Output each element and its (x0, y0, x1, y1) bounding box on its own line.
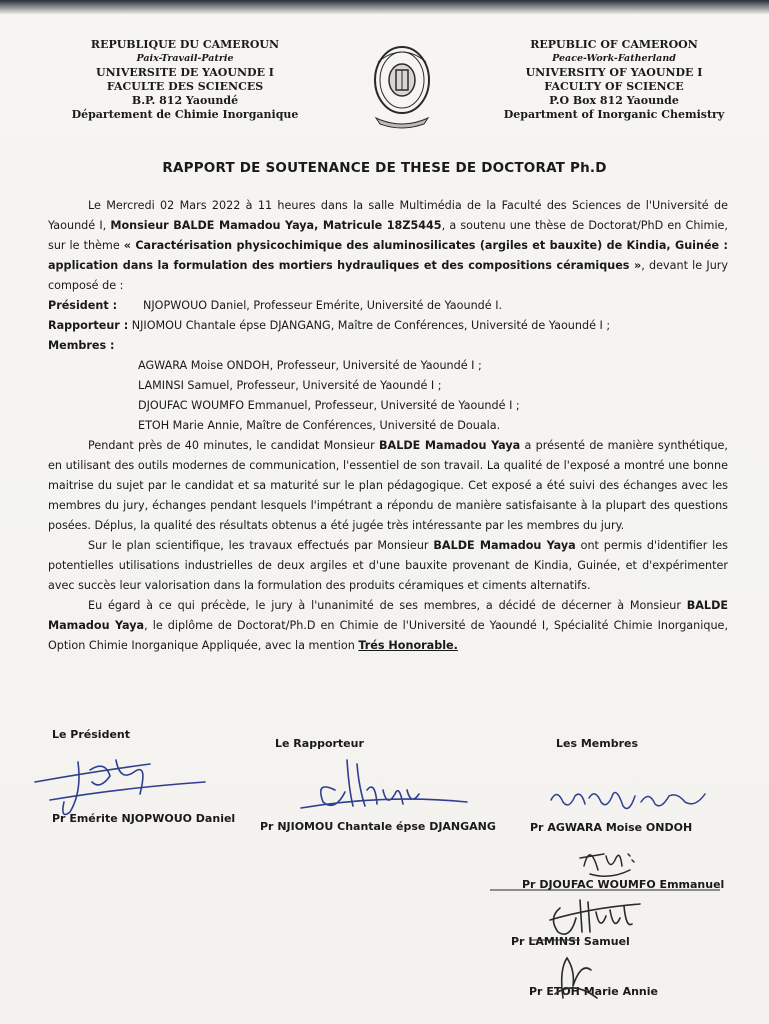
member-djoufac-name: Pr DJOUFAC WOUMFO Emmanuel (522, 878, 725, 891)
document-title: RAPPORT DE SOUTENANCE DE THESE DE DOCTORAT Ph.D (162, 160, 607, 176)
member-etoh-name: Pr ETOH Marie Annie (529, 985, 658, 998)
header-en-department: Department of Inorganic Chemistry (503, 108, 725, 121)
paragraph-decision (48, 596, 728, 656)
members-connector-lines (480, 840, 730, 1000)
candidate-name: BALDE Mamadou Yaya (48, 599, 728, 632)
paragraph-scientific (48, 536, 728, 596)
members-label: Membres : (48, 339, 115, 352)
member-laminsi-name: Pr LAMINSI Samuel (511, 935, 630, 948)
decision-text-a: Eu égard à ce qui précède, le jury à l'unanimité de ses membres, a décidé de décerner à Monsieur (88, 599, 687, 612)
intro-text-c: , a soutenu une thèse de Doctorat/PhD en Chimie, sur le thème (48, 219, 728, 252)
header-fr-faculty: FACULTE DES SCIENCES (106, 80, 264, 93)
rapporteur-signature-icon (295, 750, 475, 822)
intro-text-e: , devant le Jury composé de : (48, 259, 729, 292)
report-body (48, 196, 728, 656)
jury-member: DJOUFAC WOUMFO Emmanuel, Professeur, Université de Yaoundé I ; (138, 399, 520, 412)
jury-president-row (48, 296, 728, 316)
header-fr-university: UNIVERSITE DE YAOUNDE I (96, 66, 274, 79)
president-label: Président : (48, 299, 118, 312)
scientific-text-c: ont permis d'identifier les potentielles utilisations industrielles de deux argiles et d'une bauxite provenant de Kindia, Guinée, et d'expérimenter avec succès leur valorisation dans la formulation des produits céramiques et ciments alternatifs. (48, 539, 728, 592)
president-signature-icon (30, 742, 220, 822)
scan-top-edge (0, 0, 769, 14)
paragraph-intro (48, 196, 728, 296)
paragraph-presentation (48, 436, 728, 536)
president-entry: NJOPWOUO Daniel, Professeur Emérite, Université de Yaoundé I. (143, 299, 503, 312)
header-fr-department: Département de Chimie Inorganique (71, 108, 299, 121)
scientific-text-a: Sur le plan scientifique, les travaux effectués par Monsieur (88, 539, 434, 552)
header-en-address: P.O Box 812 Yaounde (549, 94, 679, 107)
jury-member: LAMINSI Samuel, Professeur, Université de Yaoundé I ; (138, 379, 442, 392)
header-en-faculty: FACULTY OF SCIENCE (544, 80, 684, 93)
member-agwara-name: Pr AGWARA Moise ONDOH (530, 821, 693, 834)
jury-rapporteur-row (48, 316, 728, 336)
header-french (70, 38, 300, 122)
header-en-university: UNIVERSITY OF YAOUNDE I (525, 66, 703, 79)
members-title: Les Membres (556, 737, 639, 750)
president-name: Pr Emérite NJOPWOUO Daniel (52, 812, 236, 825)
header-fr-address: B.P. 812 Yaoundé (131, 94, 239, 107)
jury-member: AGWARA Moise ONDOH, Professeur, Université de Yaoundé I ; (138, 359, 482, 372)
presentation-text-a: Pendant près de 40 minutes, le candidat Monsieur (88, 439, 380, 452)
rapporteur-label: Rapporteur : (48, 319, 129, 332)
header-en-motto: Peace-Work-Fatherland (552, 53, 676, 64)
rapporteur-title: Le Rapporteur (275, 737, 364, 750)
header-en-country: REPUBLIC OF CAMEROON (530, 38, 698, 51)
header-english (498, 38, 730, 122)
thesis-theme: « Caractérisation physicochimique des aluminosilicates (argiles et bauxite) de Kindia, Guinée : application dans la formulation des mortiers hydrauliques et des compositions céramiques » (48, 239, 728, 272)
jury-member: ETOH Marie Annie, Maître de Conférences, Université de Douala. (138, 419, 501, 432)
decision-text-c: , le diplôme de Doctorat/Ph.D en Chimie de l'Université de Yaoundé I, Spécialité Chimie Inorganique, Option Chimie Inorganique Appliquée, avec la mention (48, 619, 728, 652)
intro-text-a: Le Mercredi 02 Mars 2022 à 11 heures dans la salle Multimédia de la Faculté des Sciences de l'Université de Yaoundé I, (48, 199, 728, 232)
university-seal-icon (366, 40, 438, 132)
header-fr-motto: Paix-Travail-Patrie (136, 53, 234, 64)
candidate-name: BALDE Mamadou Yaya (433, 539, 576, 552)
presentation-text-c: a présenté de manière synthétique, en utilisant des outils modernes de communication, l'essentiel de son travail. La qualité de l'exposé a montré une bonne maitrise du sujet par le candidat et sa maturité sur le plan pédagogique. Cet exposé a été suivi des échanges avec les membres du jury, échanges pendant lesquels l'impétrant a répondu de manière satisfaisante à la plupart des questions posées. Déplus, la qualité des résultats obtenus a été jugée très intéressante par les membres du jury. (48, 439, 728, 532)
rapporteur-name: Pr NJIOMOU Chantale épse DJANGANG (260, 820, 496, 833)
candidate-name-id: Monsieur BALDE Mamadou Yaya, Matricule 18Z5445 (110, 219, 442, 232)
candidate-name: BALDE Mamadou Yaya (379, 439, 521, 452)
honor-mention: Trés Honorable. (358, 639, 458, 652)
header-fr-country: REPUBLIQUE DU CAMEROUN (90, 38, 280, 51)
rapporteur-entry: NJIOMOU Chantale épse DJANGANG, Maître de Conférences, Université de Yaoundé I ; (128, 319, 611, 332)
member-agwara-signature-icon (545, 780, 715, 820)
president-title: Le Président (52, 728, 130, 741)
